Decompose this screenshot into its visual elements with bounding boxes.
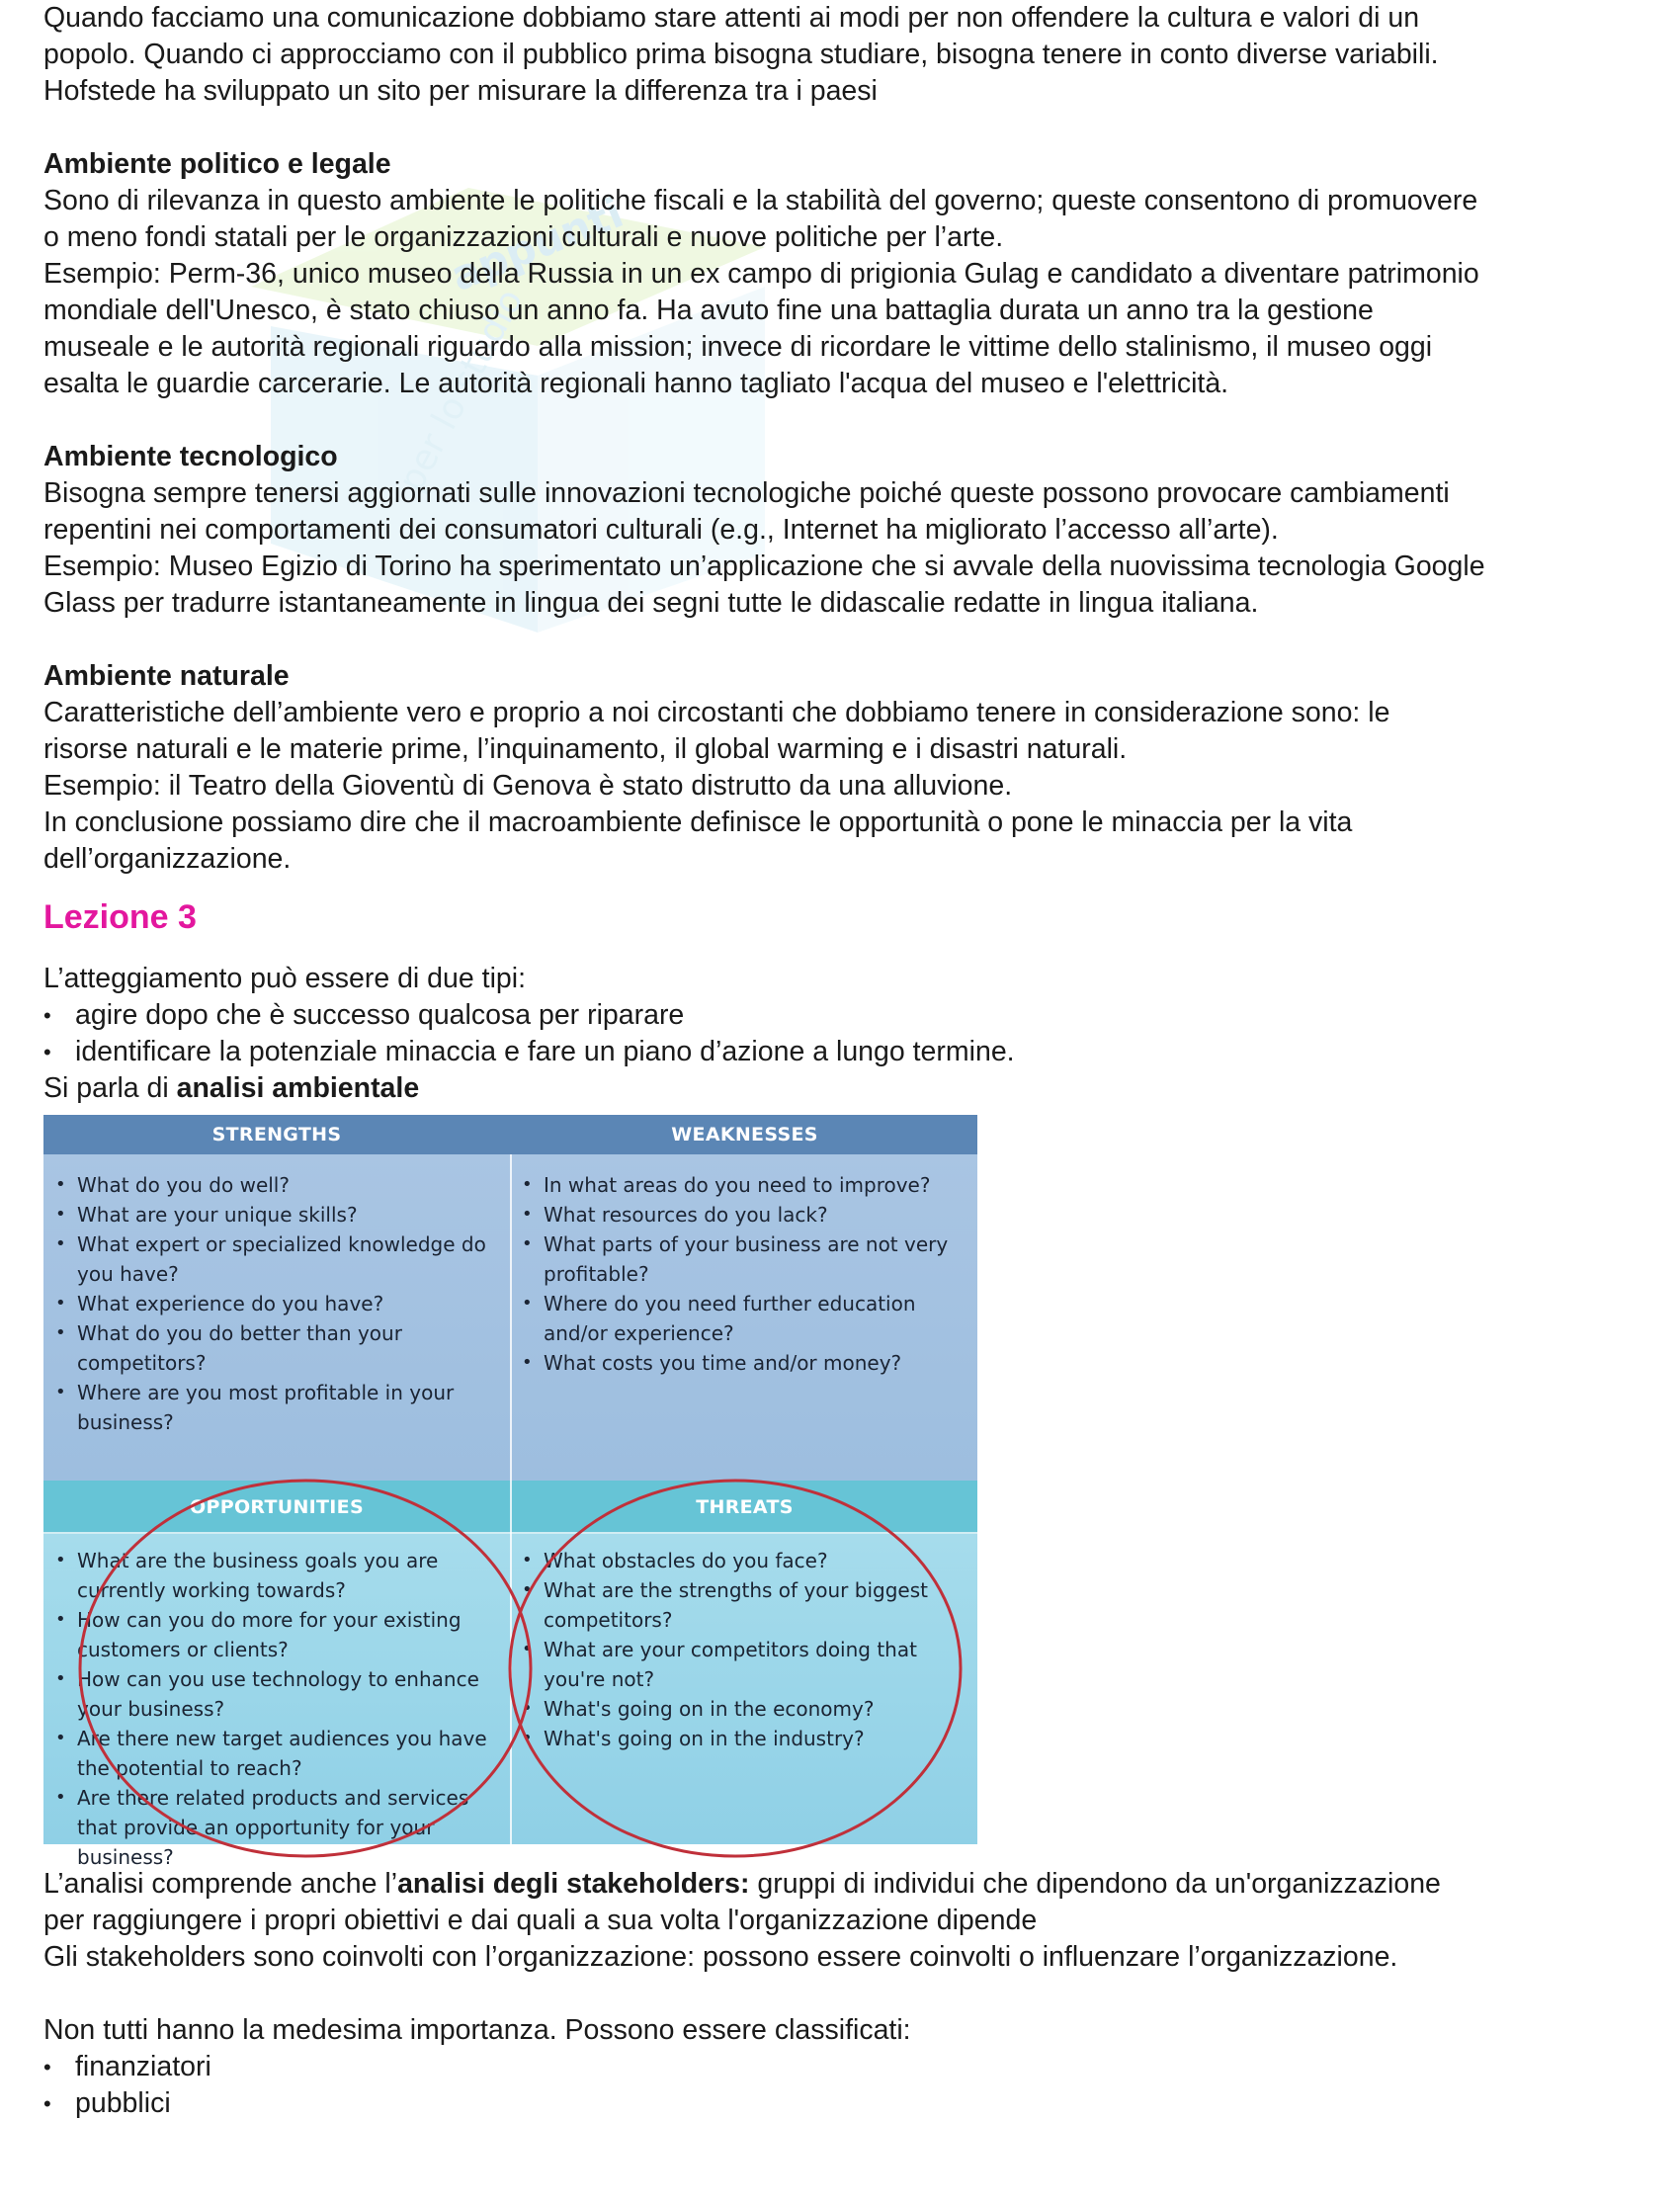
list-item: • In what areas do you need to improve? (516, 1170, 966, 1200)
political-line: o meno fondi statali per le organizzazioni culturali e nuove politiche per l’arte. (43, 221, 1004, 253)
list-item: • finanziatori (43, 2049, 1644, 2085)
strengths-list (49, 1170, 494, 1437)
stakeholders-term: analisi degli stakeholders: (397, 1868, 750, 1900)
natural-line: Caratteristiche dell’ambiente vero e proprio a noi circostanti che dobbiamo tenere in considerazione sono: le (43, 697, 1390, 728)
list-item: • What costs you time and/or money? (516, 1348, 966, 1378)
attitude-intro: L’atteggiamento può essere di due tipi: (43, 963, 527, 994)
political-line: esalta le guardie carcerarie. Le autorità regionali hanno tagliato l'acqua del museo e l'elettricità. (43, 368, 1229, 399)
lesson-title: Lezione 3 (43, 898, 197, 936)
list-item: • What's going on in the industry? (516, 1724, 966, 1753)
list-item: • agire dopo che è successo qualcosa per riparare (43, 997, 1644, 1034)
list-item: • How can you do more for your existing customers or clients? (49, 1605, 494, 1664)
list-item: • What experience do you have? (49, 1289, 494, 1318)
natural-line: Esempio: il Teatro della Gioventù di Genova è stato distrutto da una alluvione. (43, 770, 1013, 802)
svg-text:appunti: appunti (444, 188, 630, 301)
list-item: • What resources do you lack? (516, 1200, 966, 1230)
technological-line: Bisogna sempre tenersi aggiornati sulle innovazioni tecnologiche poiché queste possono provocare cambiamenti (43, 477, 1450, 509)
opportunities-list (49, 1546, 494, 1872)
stakeholders-suffix: gruppi di individui che dipendono da un'organizzazione (749, 1868, 1441, 1900)
svg-text:per lo studio: per lo studio (390, 283, 532, 499)
list-item: • Where do you need further education and/or experience? (516, 1289, 966, 1348)
list-item: • What are your unique skills? (49, 1200, 494, 1230)
attitude-list (43, 997, 1644, 1070)
list-item: • What do you do better than your competitors? (49, 1318, 494, 1378)
opportunities-title: OPPORTUNITIES (190, 1496, 364, 1518)
threats-title: THREATS (696, 1496, 794, 1518)
natural-line: risorse naturali e le materie prime, l’inquinamento, il global warming e i disastri naturali. (43, 733, 1128, 765)
threats-list (516, 1546, 966, 1753)
list-item: • What do you do well? (49, 1170, 494, 1200)
stakeholders-line: per raggiungere i propri obiettivi e dai quali a sua volta l'organizzazione dipende (43, 1905, 1038, 1936)
list-item: • What are your competitors doing that you're not? (516, 1635, 966, 1694)
strengths-title: STRENGTHS (211, 1124, 342, 1145)
technological-heading: Ambiente tecnologico (43, 441, 338, 472)
natural-line: In conclusione possiamo dire che il macroambiente definisce le opportunità o pone le minaccia per la vita (43, 806, 1353, 838)
stakeholders-prefix: L’analisi comprende anche l’ (43, 1868, 398, 1900)
list-item: • How can you use technology to enhance your business? (49, 1664, 494, 1724)
document-page (43, 0, 1644, 2122)
list-item: • Are there related products and services that provide an opportunity for your business? (49, 1783, 494, 1872)
weaknesses-list (516, 1170, 966, 1378)
technological-line: Glass per tradurre istantaneamente in lingua dei segni tutte le didascalie redatte in lingua italiana. (43, 587, 1259, 619)
stakeholders-line: Gli stakeholders sono coinvolti con l’organizzazione: possono essere coinvolti o influenzare l’organizzazione. (43, 1941, 1398, 1973)
political-line: Sono di rilevanza in questo ambiente le politiche fiscali e la stabilità del governo; queste consentono di promuovere (43, 185, 1478, 216)
list-item: • What parts of your business are not very profitable? (516, 1230, 966, 1289)
analysis-prefix: Si parla di (43, 1072, 177, 1104)
intro-line: Quando facciamo una comunicazione dobbiamo stare attenti ai modi per non offendere la cultura e valori di un (43, 2, 1420, 34)
technological-line: repentini nei comportamenti dei consumatori culturali (e.g., Internet ha migliorato l’accesso all’arte). (43, 514, 1279, 546)
list-item: • What are the strengths of your biggest competitors? (516, 1575, 966, 1635)
analysis-term: analisi ambientale (176, 1072, 420, 1104)
stakeholders-list (43, 2049, 1644, 2122)
weaknesses-title: WEAKNESSES (671, 1124, 818, 1145)
intro-line: popolo. Quando ci approcciamo con il pubblico prima bisogna studiare, bisogna tenere in conto diverse variabili. (43, 39, 1439, 70)
intro-line: Hofstede ha sviluppato un sito per misurare la differenza tra i paesi (43, 75, 878, 107)
list-item: • identificare la potenziale minaccia e fare un piano d’azione a lungo termine. (43, 1034, 1644, 1070)
political-heading: Ambiente politico e legale (43, 148, 391, 180)
list-item: • pubblici (43, 2085, 1644, 2122)
swot-matrix (43, 1115, 977, 1869)
stakeholders-line: Non tutti hanno la medesima importanza. Possono essere classificati: (43, 2014, 911, 2046)
list-item: • What obstacles do you face? (516, 1546, 966, 1575)
political-line: mondiale dell'Unesco, è stato chiuso un anno fa. Ha avuto fine una battaglia durata un anno tra la gestione (43, 295, 1374, 326)
list-item: • Are there new target audiences you have the potential to reach? (49, 1724, 494, 1783)
analysis-line (43, 1070, 1644, 1107)
political-line: museale e le autorità regionali riguardo alla mission; invece di ricordare le vittime dello stalinismo, il museo oggi (43, 331, 1433, 363)
list-item: • What expert or specialized knowledge do you have? (49, 1230, 494, 1289)
natural-heading: Ambiente naturale (43, 660, 290, 692)
list-item: • Where are you most profitable in your business? (49, 1378, 494, 1437)
political-line: Esempio: Perm-36, unico museo della Russia in un ex campo di prigionia Gulag e candidato a diventare patrimonio (43, 258, 1479, 290)
natural-line: dell’organizzazione. (43, 843, 292, 875)
list-item: • What are the business goals you are currently working towards? (49, 1546, 494, 1605)
technological-line: Esempio: Museo Egizio di Torino ha sperimentato un’applicazione che si avvale della nuovissima tecnologia Google (43, 551, 1485, 582)
list-item: • What's going on in the economy? (516, 1694, 966, 1724)
